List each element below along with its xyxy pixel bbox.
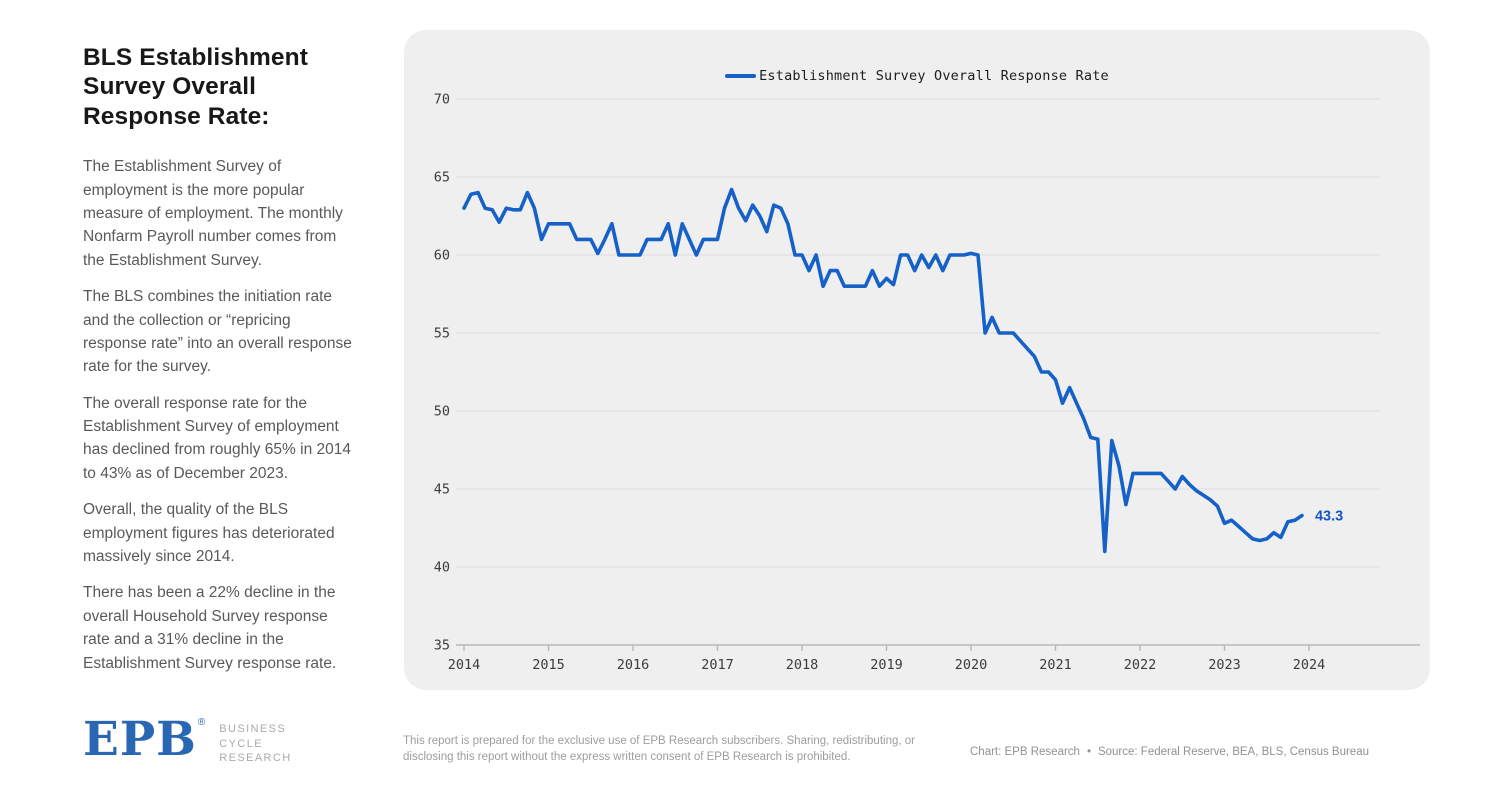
- page-title: BLS Establishment Survey Overall Response Rate:: [83, 44, 308, 130]
- svg-text:2024: 2024: [1292, 657, 1326, 673]
- svg-text:50: 50: [433, 403, 450, 420]
- svg-text:2022: 2022: [1123, 657, 1157, 673]
- svg-text:2018: 2018: [785, 657, 819, 673]
- registered-mark-icon: ®: [197, 717, 206, 728]
- bullet-separator: •: [1086, 746, 1091, 758]
- sidebar: [83, 43, 361, 688]
- chart-panel: [404, 30, 1430, 690]
- last-value-label: 43.3: [1314, 508, 1344, 525]
- line-chart: [404, 30, 1430, 690]
- sidebar-paragraph-3: The overall response rate for the Establishment Survey of employment has declined from roughly 65% in 2014 to 43% as of December 2023.: [83, 394, 351, 482]
- svg-text:2020: 2020: [954, 657, 988, 673]
- sidebar-paragraph-4: Overall, the quality of the BLS employment figures has deteriorated massively since 2014.: [83, 501, 335, 566]
- svg-text:40: 40: [433, 559, 450, 576]
- chart-attribution: [970, 746, 1369, 758]
- source-credit: Source: Federal Reserve, BEA, BLS, Census Bureau: [1097, 746, 1369, 758]
- epb-logo: [83, 712, 292, 767]
- chart-legend: [404, 68, 1430, 84]
- svg-text:2015: 2015: [532, 657, 565, 673]
- legend-label: Establishment Survey Overall Response Rate: [759, 68, 1109, 84]
- svg-text:2014: 2014: [447, 657, 481, 673]
- sidebar-paragraph-1: The Establishment Survey of employment is the more popular measure of employment. The monthly Nonfarm Payroll number comes from the Establishment Survey.: [83, 158, 343, 269]
- svg-text:35: 35: [433, 637, 450, 654]
- svg-text:2023: 2023: [1208, 657, 1241, 673]
- chart-credit: Chart: EPB Research: [970, 746, 1080, 758]
- svg-text:2019: 2019: [870, 657, 903, 673]
- svg-text:2017: 2017: [701, 657, 734, 673]
- svg-text:55: 55: [433, 325, 450, 342]
- svg-text:60: 60: [433, 247, 450, 264]
- svg-text:2021: 2021: [1039, 657, 1072, 673]
- sidebar-paragraph-2: The BLS combines the initiation rate and the collection or “repricing response rate” into an overall response rate for the survey.: [83, 288, 352, 376]
- epb-logo-subtitle: BUSINESS CYCLE RESEARCH: [219, 723, 292, 764]
- sidebar-paragraph-5: There has been a 22% decline in the overall Household Survey response rate and a 31% decline in the Establishment Survey response rate.: [83, 584, 337, 672]
- svg-text:2016: 2016: [616, 657, 650, 673]
- response-rate-line: [464, 190, 1302, 552]
- svg-text:45: 45: [433, 481, 450, 498]
- svg-text:65: 65: [433, 169, 450, 186]
- disclaimer-text: This report is prepared for the exclusive use of EPB Research subscribers. Sharing, redistributing, or disclosing this report without the express written consent of EPB Research is prohibited.: [403, 735, 915, 763]
- epb-logo-text: EPB: [83, 712, 197, 767]
- svg-text:70: 70: [433, 91, 450, 108]
- legend-line-swatch: [725, 74, 756, 78]
